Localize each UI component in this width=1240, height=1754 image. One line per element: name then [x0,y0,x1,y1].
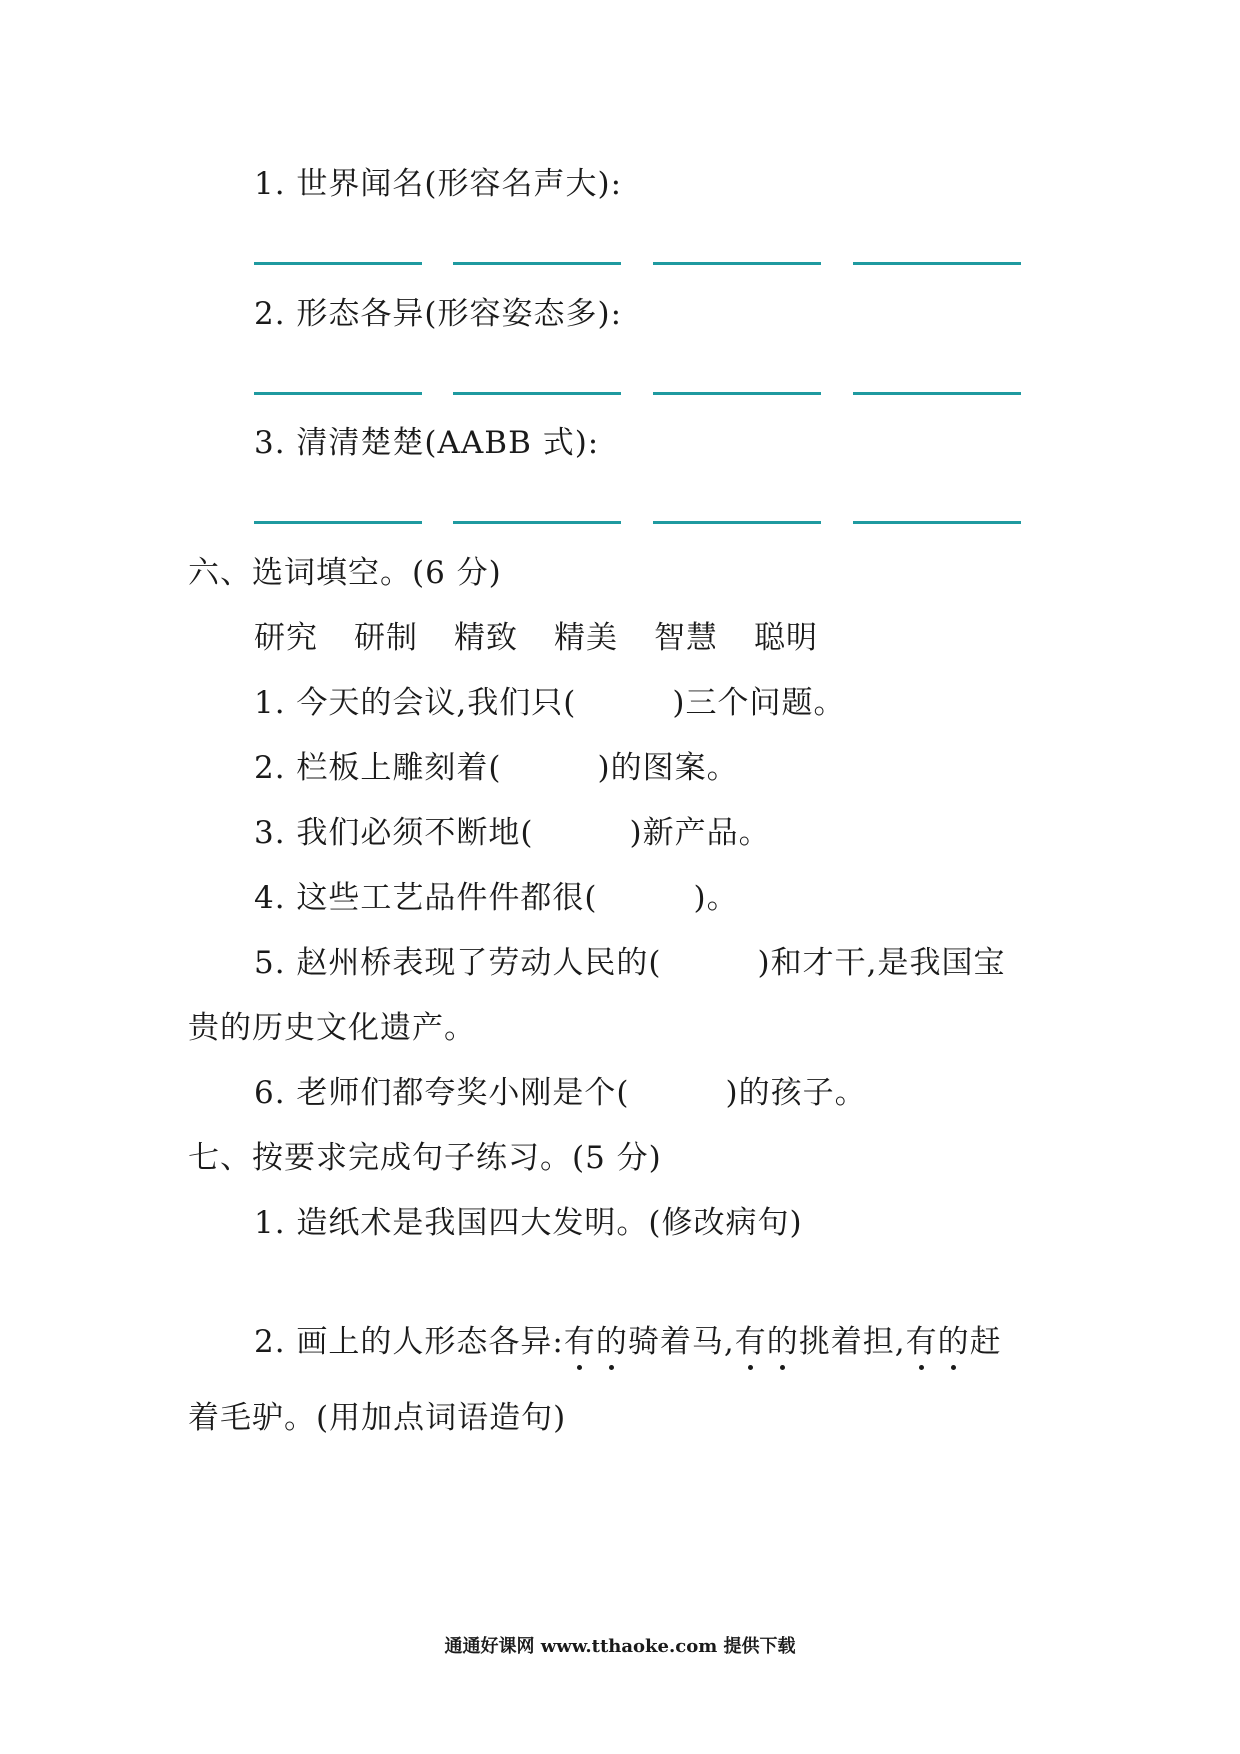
fill-sentence-3 [254,813,771,853]
sentence-text: 2. 画上的人形态各异: [254,1324,564,1360]
sentence-text: 6. 老师们都夸奖小刚是个( [254,1075,630,1111]
dotted-word-text [564,1324,628,1360]
sentence-exercise-2-cont: 着毛驴。(用加点词语造句) [188,1400,567,1436]
fill-sentence-4 [254,878,739,918]
fill-sentence-2 [254,748,739,788]
emphasis-dot-char: 的 [595,1324,628,1360]
word-option: 精美 [554,620,618,656]
dotted-word [564,1324,628,1360]
sentence-exercise-2 [254,1322,1002,1362]
sentence-text: )的图案。 [597,750,739,786]
answer-blank[interactable] [453,262,621,265]
emphasis-dot-char: 有 [734,1324,767,1360]
answer-blank[interactable] [653,262,821,265]
answer-blank[interactable] [853,392,1021,395]
answer-blank[interactable] [254,392,422,395]
answer-blank[interactable] [254,262,422,265]
word-item-3: 3. 清清楚楚(AABB 式): [254,425,600,461]
word-item-2: 2. 形态各异(形容姿态多): [254,296,623,332]
sentence-exercise-1: 1. 造纸术是我国四大发明。(修改病句) [254,1205,803,1241]
sentence-text: 挑着担, [798,1324,906,1360]
word-bank [254,618,818,658]
word-option: 研制 [354,620,418,656]
sentence-text: 赶 [969,1324,1002,1360]
sentence-text: 2. 栏板上雕刻着( [254,750,502,786]
answer-blank[interactable] [853,262,1021,265]
sentence-text: )新产品。 [629,815,771,851]
sentence-text: 4. 这些工艺品件件都很( [254,880,598,916]
emphasis-dot-char: 的 [937,1324,970,1360]
sentence-text: )。 [693,880,739,916]
fill-sentence-1 [254,683,845,723]
answer-blank[interactable] [453,392,621,395]
section-7-title: 七、按要求完成句子练习。(5 分) [188,1140,662,1176]
dotted-word-text [735,1324,799,1360]
footer-source: 通通好课网 www.tthaoke.com 提供下载 [444,1636,796,1657]
word-option: 智慧 [654,620,718,656]
sentence-text: )三个问题。 [672,685,846,721]
dotted-word [906,1324,970,1360]
fill-sentence-5 [254,943,1005,983]
answer-blank[interactable] [853,521,1021,524]
word-option: 研究 [254,620,318,656]
sentence-text: 骑着马, [627,1324,735,1360]
answer-blank[interactable] [453,521,621,524]
emphasis-dot-char: 有 [563,1324,596,1360]
fill-sentence-5-cont: 贵的历史文化遗产。 [188,1010,476,1046]
sentence-text: )的孩子。 [725,1075,867,1111]
word-item-1: 1. 世界闻名(形容名声大): [254,166,623,202]
sentence-text: 3. 我们必须不断地( [254,815,534,851]
emphasis-dot-char: 的 [766,1324,799,1360]
answer-blank[interactable] [653,521,821,524]
dotted-word-text [906,1324,970,1360]
answer-blank[interactable] [254,521,422,524]
sentence-text: 5. 赵州桥表现了劳动人民的( [254,945,662,981]
word-option: 聪明 [754,620,818,656]
sentence-text: 1. 今天的会议,我们只( [254,685,577,721]
word-option: 精致 [454,620,518,656]
answer-blank[interactable] [653,392,821,395]
dotted-word [735,1324,799,1360]
emphasis-dot-char: 有 [905,1324,938,1360]
fill-sentence-6 [254,1073,867,1113]
section-6-title: 六、选词填空。(6 分) [188,555,502,591]
sentence-text: )和才干,是我国宝 [757,945,1006,981]
